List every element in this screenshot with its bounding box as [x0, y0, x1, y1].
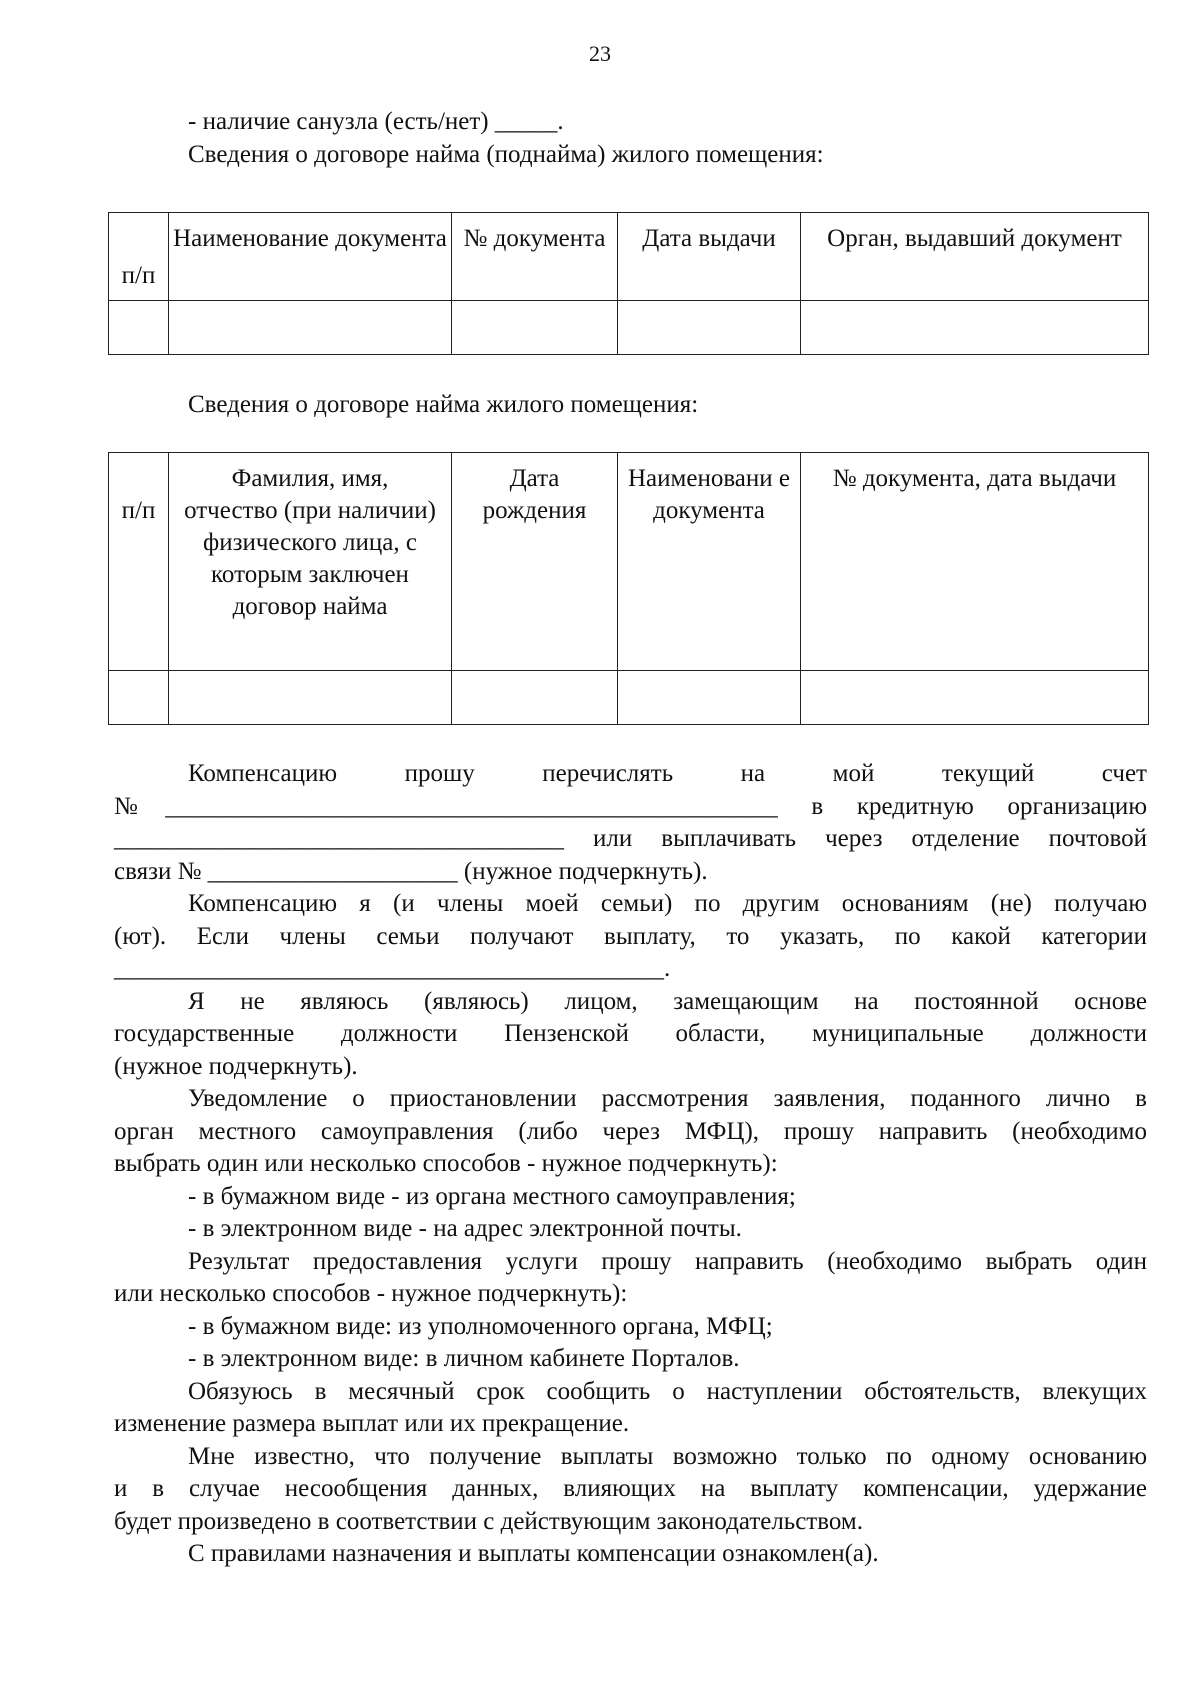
table-cell[interactable]: [801, 671, 1149, 725]
table-cell[interactable]: [169, 301, 452, 355]
obligation-continuation-line: изменение размера выплат или их прекращение.: [114, 1410, 630, 1437]
table-cell[interactable]: [109, 301, 169, 355]
positions-line: государственные должности Пензенской области, муниципальные должности: [114, 1020, 1147, 1047]
tenancy-contract-table: [108, 452, 1149, 725]
table-row: [109, 301, 1149, 355]
paper-result-option: - в бумажном виде: из уполномоченного органа, МФЦ;: [188, 1313, 773, 1340]
category-blank-line: ____________________________________________.: [114, 955, 671, 982]
header-document-name: Наименовани е документа: [618, 453, 801, 671]
header-number: п/п: [109, 453, 169, 671]
section2-title: Сведения о договоре найма жилого помещения:: [188, 391, 699, 418]
table-cell[interactable]: [801, 301, 1149, 355]
table-header-row: [109, 453, 1149, 671]
legislation-line: будет произведено в соответствии с действующим законодательством.: [114, 1508, 863, 1535]
table-cell[interactable]: [618, 671, 801, 725]
post-office-number-line: связи № ____________________ (нужное подчеркнуть).: [114, 858, 708, 885]
account-number-line: №_________________________________________________ в кредитную организацию: [114, 793, 1147, 820]
notification-authority-line: орган местного самоуправления (либо через МФЦ), прошу направить (необходимо: [114, 1118, 1147, 1145]
electronic-result-option: - в электронном виде: в личном кабинете Порталов.: [188, 1345, 740, 1372]
result-methods-line: или несколько способов - нужное подчеркнуть):: [114, 1280, 628, 1307]
result-delivery-line: Результат предоставления услуги прошу направить (необходимо выбрать один: [188, 1248, 1147, 1275]
page-number: 23: [589, 41, 611, 66]
electronic-notification-option: - в электронном виде - на адрес электронной почты.: [188, 1215, 742, 1242]
table-cell[interactable]: [618, 301, 801, 355]
header-issuing-authority: Орган, выдавший документ: [801, 213, 1149, 301]
awareness-continuation-line: и в случае несообщения данных, влияющих на выплату компенсации, удержание: [114, 1475, 1147, 1502]
public-office-line: Я не являюсь (являюсь) лицом, замещающим на постоянной основе: [188, 988, 1147, 1015]
table-row: [109, 671, 1149, 725]
header-number: п/п: [109, 213, 169, 301]
notification-methods-line: выбрать один или несколько способов - нужное подчеркнуть):: [114, 1150, 778, 1177]
obligation-line: Обязуюсь в месячный срок сообщить о наступлении обстоятельств, влекущих: [188, 1378, 1147, 1405]
table-cell[interactable]: [452, 671, 618, 725]
header-issue-date: Дата выдачи: [618, 213, 801, 301]
header-document-number: № документа: [452, 213, 618, 301]
section1-title: Сведения о договоре найма (поднайма) жилого помещения:: [188, 141, 824, 168]
header-document-name: Наименование документа: [169, 213, 452, 301]
awareness-line: Мне известно, что получение выплаты возможно только по одному основанию: [188, 1443, 1147, 1470]
sanitary-line: - наличие санузла (есть/нет) _____.: [188, 108, 564, 135]
notification-line: Уведомление о приостановлении рассмотрения заявления, поданного лично в: [188, 1085, 1147, 1112]
compensation-transfer-line: Компенсацию прошу перечислять на мой текущий счет: [188, 760, 1147, 787]
paper-notification-option: - в бумажном виде - из органа местного самоуправления;: [188, 1183, 796, 1210]
table-cell[interactable]: [109, 671, 169, 725]
rules-acknowledgement-line: С правилами назначения и выплаты компенсации ознакомлен(а).: [188, 1540, 879, 1567]
table-cell[interactable]: [452, 301, 618, 355]
header-birth-date: Дата рождения: [452, 453, 618, 671]
table-cell[interactable]: [169, 671, 452, 725]
header-document-number-date: № документа, дата выдачи: [801, 453, 1149, 671]
underline-note-line: (нужное подчеркнуть).: [114, 1053, 358, 1080]
rental-contract-table: [108, 212, 1149, 355]
table-header-row: [109, 213, 1149, 301]
header-person-name: Фамилия, имя, отчество (при наличии) физического лица, с которым заключен договор найма: [169, 453, 452, 671]
post-office-line: ____________________________________ или выплачивать через отделение почтовой: [114, 825, 1147, 852]
other-compensation-line: Компенсацию я (и члены моей семьи) по другим основаниям (не) получаю: [188, 890, 1147, 917]
family-category-line: (ют). Если члены семьи получают выплату, то указать, по какой категории: [114, 923, 1147, 950]
